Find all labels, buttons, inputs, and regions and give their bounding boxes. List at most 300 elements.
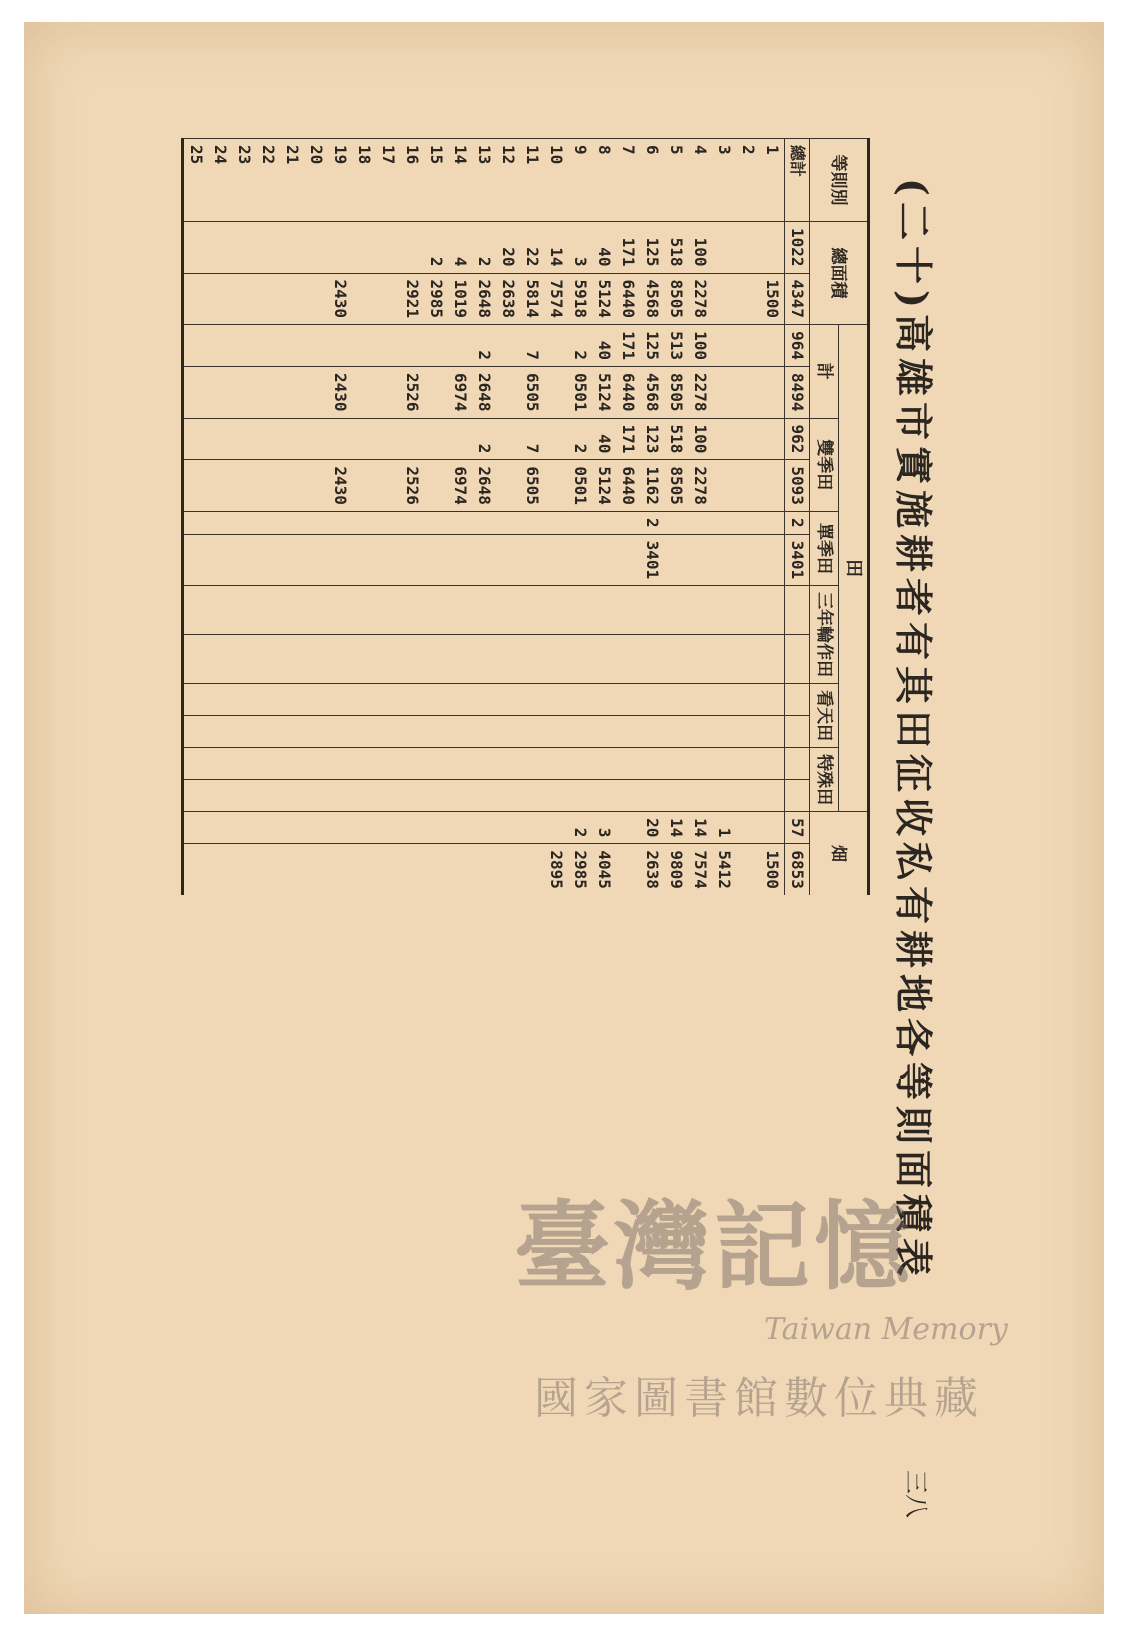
table-cell xyxy=(760,366,785,418)
table-cell xyxy=(712,635,736,684)
table-cell xyxy=(183,418,209,460)
table-row xyxy=(760,139,785,895)
table-cell xyxy=(280,586,304,635)
table-cell xyxy=(592,534,616,586)
table-cell: 2 xyxy=(785,511,810,534)
table-cell xyxy=(256,844,280,895)
table-cell xyxy=(496,586,520,635)
table-cell xyxy=(736,716,760,748)
table-cell xyxy=(280,366,304,418)
row-rank-label: 20 xyxy=(304,139,328,222)
table-cell xyxy=(256,684,280,716)
table-cell: 6440 xyxy=(616,273,640,325)
table-cell: 4347 xyxy=(785,273,810,325)
table-row xyxy=(424,139,448,895)
table-cell xyxy=(424,844,448,895)
table-cell: 22 xyxy=(520,222,544,274)
table-cell xyxy=(496,635,520,684)
table-cell xyxy=(304,812,328,844)
table-cell xyxy=(640,684,664,716)
table-cell xyxy=(736,460,760,512)
table-cell xyxy=(688,684,712,716)
table-cell xyxy=(352,418,376,460)
table-cell xyxy=(472,635,496,684)
table-cell: 1 xyxy=(712,812,736,844)
table-cell xyxy=(496,325,520,367)
table-cell xyxy=(424,325,448,367)
table-cell: 123 xyxy=(640,418,664,460)
table-cell xyxy=(304,684,328,716)
table-cell xyxy=(712,780,736,812)
table-cell xyxy=(736,812,760,844)
table-row xyxy=(592,139,616,895)
table-cell xyxy=(544,748,568,780)
table-cell: 3 xyxy=(592,812,616,844)
table-cell xyxy=(472,511,496,534)
table-cell xyxy=(712,748,736,780)
table-cell: 5093 xyxy=(785,460,810,512)
header-paddy: 田 xyxy=(839,325,869,812)
table-cell xyxy=(712,273,736,325)
table-cell xyxy=(616,812,640,844)
table-cell: 40 xyxy=(592,222,616,274)
table-cell xyxy=(400,222,424,274)
header-dry: 畑 xyxy=(810,812,869,895)
table-cell xyxy=(616,844,640,895)
row-rank-label: 3 xyxy=(712,139,736,222)
table-cell xyxy=(400,586,424,635)
table-cell xyxy=(424,366,448,418)
table-cell xyxy=(592,511,616,534)
table-cell xyxy=(544,635,568,684)
table-cell xyxy=(640,780,664,812)
table-cell xyxy=(544,716,568,748)
row-rank-label: 16 xyxy=(400,139,424,222)
table-cell xyxy=(424,748,448,780)
table-row xyxy=(520,139,544,895)
table-row xyxy=(376,139,400,895)
table-cell: 1162 xyxy=(640,460,664,512)
row-rank-label: 18 xyxy=(352,139,376,222)
table-cell: 2 xyxy=(424,222,448,274)
table-cell xyxy=(544,684,568,716)
table-cell xyxy=(256,748,280,780)
table-cell: 2278 xyxy=(688,366,712,418)
table-cell xyxy=(280,748,304,780)
table-cell xyxy=(472,844,496,895)
table-cell xyxy=(400,418,424,460)
table-cell xyxy=(232,273,256,325)
table-cell xyxy=(760,716,785,748)
table-cell: 2430 xyxy=(328,366,352,418)
table-cell xyxy=(448,511,472,534)
table-row xyxy=(232,139,256,895)
table-row xyxy=(736,139,760,895)
table-cell xyxy=(568,716,592,748)
table-cell xyxy=(785,635,810,684)
table-cell xyxy=(640,716,664,748)
table-cell xyxy=(256,366,280,418)
table-cell xyxy=(376,273,400,325)
table-row xyxy=(328,139,352,895)
table-cell: 20 xyxy=(496,222,520,274)
row-rank-label: 22 xyxy=(256,139,280,222)
table-cell xyxy=(760,748,785,780)
table-cell xyxy=(328,635,352,684)
table-cell xyxy=(424,635,448,684)
table-cell xyxy=(256,812,280,844)
table-cell: 8505 xyxy=(664,366,688,418)
table-cell: 3401 xyxy=(785,534,810,586)
watermark-english: Taiwan Memory xyxy=(764,1312,1008,1347)
table-cell xyxy=(496,534,520,586)
table-cell xyxy=(736,635,760,684)
table-cell xyxy=(232,534,256,586)
table-cell xyxy=(208,716,232,748)
table-cell xyxy=(256,534,280,586)
table-cell xyxy=(496,780,520,812)
table-cell xyxy=(448,748,472,780)
table-cell xyxy=(496,812,520,844)
table-cell xyxy=(616,716,640,748)
table-cell xyxy=(208,635,232,684)
table-cell: 8505 xyxy=(664,460,688,512)
table-cell xyxy=(400,534,424,586)
table-cell xyxy=(616,635,640,684)
table-cell xyxy=(448,534,472,586)
table-cell: 1019 xyxy=(448,273,472,325)
row-rank-label: 24 xyxy=(208,139,232,222)
table-cell xyxy=(352,716,376,748)
table-cell: 6853 xyxy=(785,844,810,895)
table-cell xyxy=(568,635,592,684)
table-cell: 2 xyxy=(472,222,496,274)
table-cell xyxy=(424,812,448,844)
table-cell xyxy=(496,716,520,748)
table-cell: 125 xyxy=(640,325,664,367)
table-cell xyxy=(688,716,712,748)
table-cell: 4568 xyxy=(640,273,664,325)
table-cell: 171 xyxy=(616,418,640,460)
table-cell xyxy=(760,534,785,586)
table-cell xyxy=(736,586,760,635)
table-row xyxy=(304,139,328,895)
table-cell xyxy=(376,366,400,418)
table-row xyxy=(183,139,209,895)
table-cell xyxy=(640,635,664,684)
table-cell xyxy=(688,534,712,586)
table-row xyxy=(616,139,640,895)
table-cell xyxy=(352,812,376,844)
table-cell xyxy=(544,534,568,586)
table-cell xyxy=(664,586,688,635)
table-cell: 2526 xyxy=(400,366,424,418)
table-cell xyxy=(232,844,256,895)
table-cell xyxy=(304,780,328,812)
paper-page xyxy=(24,22,1104,1614)
header-double-crop: 雙季田 xyxy=(810,418,839,511)
table-cell xyxy=(328,222,352,274)
table-cell xyxy=(712,534,736,586)
table-row xyxy=(785,139,810,895)
table-cell: 2648 xyxy=(472,460,496,512)
table-cell xyxy=(664,780,688,812)
table-cell xyxy=(472,716,496,748)
row-rank-label: 6 xyxy=(640,139,664,222)
table-cell xyxy=(472,780,496,812)
table-cell xyxy=(688,586,712,635)
table-cell xyxy=(183,511,209,534)
table-cell xyxy=(616,511,640,534)
table-cell: 4568 xyxy=(640,366,664,418)
table-cell xyxy=(520,684,544,716)
table-cell xyxy=(424,460,448,512)
table-cell: 7574 xyxy=(544,273,568,325)
table-cell: 6505 xyxy=(520,460,544,512)
table-cell xyxy=(448,684,472,716)
table-cell: 2 xyxy=(568,325,592,367)
table-cell xyxy=(232,586,256,635)
table-cell: 5124 xyxy=(592,366,616,418)
table-cell xyxy=(760,586,785,635)
table-cell xyxy=(352,325,376,367)
table-cell xyxy=(496,844,520,895)
table-cell xyxy=(424,586,448,635)
table-cell xyxy=(448,325,472,367)
table-body xyxy=(183,139,810,895)
table-cell xyxy=(760,222,785,274)
table-cell xyxy=(183,366,209,418)
table-cell xyxy=(448,844,472,895)
header-total-area: 總面積 xyxy=(810,222,869,325)
table-cell xyxy=(352,684,376,716)
table-cell xyxy=(592,586,616,635)
table-cell xyxy=(472,586,496,635)
header-single-crop: 單季田 xyxy=(810,511,839,585)
table-cell xyxy=(712,511,736,534)
table-cell xyxy=(688,748,712,780)
table-cell xyxy=(544,366,568,418)
row-rank-label: 1 xyxy=(760,139,785,222)
table-row xyxy=(688,139,712,895)
table-cell xyxy=(712,586,736,635)
table-cell xyxy=(376,586,400,635)
table-cell xyxy=(568,511,592,534)
table-row xyxy=(544,139,568,895)
table-cell: 1022 xyxy=(785,222,810,274)
row-rank-label: 11 xyxy=(520,139,544,222)
table-cell xyxy=(496,460,520,512)
table-row xyxy=(448,139,472,895)
table-cell xyxy=(183,684,209,716)
table-cell xyxy=(688,511,712,534)
table-cell xyxy=(376,325,400,367)
table-cell xyxy=(183,273,209,325)
table-cell xyxy=(256,780,280,812)
table-cell xyxy=(712,684,736,716)
table-cell xyxy=(280,780,304,812)
table-cell xyxy=(448,716,472,748)
table-cell xyxy=(183,716,209,748)
table-cell xyxy=(544,511,568,534)
table-row xyxy=(352,139,376,895)
table-cell xyxy=(208,780,232,812)
table-cell xyxy=(328,780,352,812)
table-cell xyxy=(736,684,760,716)
row-rank-label: 19 xyxy=(328,139,352,222)
table-cell: 2648 xyxy=(472,273,496,325)
table-cell xyxy=(328,418,352,460)
table-cell: 57 xyxy=(785,812,810,844)
table-cell xyxy=(208,586,232,635)
table-cell xyxy=(304,844,328,895)
table-cell xyxy=(328,511,352,534)
table-cell xyxy=(785,586,810,635)
row-rank-label: 總計 xyxy=(785,139,810,222)
table-cell xyxy=(280,325,304,367)
table-cell: 9809 xyxy=(664,844,688,895)
table-cell xyxy=(664,534,688,586)
table-cell: 7 xyxy=(520,418,544,460)
table-cell xyxy=(616,534,640,586)
table-cell: 6974 xyxy=(448,460,472,512)
table-cell xyxy=(352,534,376,586)
table-cell xyxy=(208,366,232,418)
table-cell xyxy=(208,273,232,325)
table-cell xyxy=(664,748,688,780)
table-cell xyxy=(520,748,544,780)
table-cell: 7 xyxy=(520,325,544,367)
table-cell xyxy=(376,844,400,895)
table-cell: 2 xyxy=(568,418,592,460)
table-cell xyxy=(664,684,688,716)
row-rank-label: 23 xyxy=(232,139,256,222)
row-rank-label: 10 xyxy=(544,139,568,222)
table-row xyxy=(400,139,424,895)
table-cell: 5124 xyxy=(592,273,616,325)
table-cell: 100 xyxy=(688,418,712,460)
table-cell xyxy=(736,418,760,460)
table-cell: 2278 xyxy=(688,460,712,512)
table-cell: 1500 xyxy=(760,844,785,895)
table-cell xyxy=(183,222,209,274)
header-rainfed: 看天田 xyxy=(810,684,839,748)
table-cell xyxy=(400,325,424,367)
table-cell: 6505 xyxy=(520,366,544,418)
table-cell xyxy=(232,511,256,534)
table-cell xyxy=(424,418,448,460)
table-row xyxy=(256,139,280,895)
table-cell xyxy=(208,844,232,895)
table-cell: 2648 xyxy=(472,366,496,418)
table-cell xyxy=(544,418,568,460)
table-cell xyxy=(664,635,688,684)
table-cell xyxy=(520,780,544,812)
table-cell xyxy=(785,716,810,748)
table-cell xyxy=(448,812,472,844)
table-cell xyxy=(232,780,256,812)
table-cell xyxy=(544,780,568,812)
table-cell xyxy=(304,366,328,418)
table-cell: 1500 xyxy=(760,273,785,325)
table-cell: 0501 xyxy=(568,460,592,512)
table-cell: 171 xyxy=(616,325,640,367)
table-cell xyxy=(208,748,232,780)
table-cell xyxy=(280,812,304,844)
table-cell xyxy=(496,684,520,716)
table-cell xyxy=(448,780,472,812)
table-cell xyxy=(183,325,209,367)
table-cell xyxy=(400,812,424,844)
table-cell xyxy=(760,325,785,367)
table-cell xyxy=(376,460,400,512)
table-cell: 2 xyxy=(640,511,664,534)
table-cell xyxy=(232,748,256,780)
table-cell xyxy=(712,418,736,460)
table-row xyxy=(472,139,496,895)
table-cell xyxy=(712,460,736,512)
table-cell xyxy=(328,812,352,844)
table-cell xyxy=(736,366,760,418)
table-cell: 8505 xyxy=(664,273,688,325)
table-cell xyxy=(328,534,352,586)
header-rank: 等則別 xyxy=(810,139,869,222)
table-cell: 171 xyxy=(616,222,640,274)
row-rank-label: 4 xyxy=(688,139,712,222)
table-row xyxy=(496,139,520,895)
table-cell xyxy=(256,418,280,460)
row-rank-label: 14 xyxy=(448,139,472,222)
table-cell xyxy=(183,780,209,812)
table-cell xyxy=(472,534,496,586)
table-cell xyxy=(760,684,785,716)
table-cell xyxy=(544,812,568,844)
table-cell xyxy=(232,222,256,274)
table-cell xyxy=(448,635,472,684)
header-three-year: 三年輪作田 xyxy=(810,586,839,684)
table-cell: 40 xyxy=(592,325,616,367)
table-cell xyxy=(304,748,328,780)
table-cell xyxy=(424,684,448,716)
page-number: 三八 xyxy=(902,1470,930,1518)
table-cell: 964 xyxy=(785,325,810,367)
table-cell xyxy=(424,716,448,748)
table-cell xyxy=(304,635,328,684)
table-cell xyxy=(304,273,328,325)
row-rank-label: 15 xyxy=(424,139,448,222)
table-cell xyxy=(616,780,640,812)
table-cell: 518 xyxy=(664,222,688,274)
table-cell: 6440 xyxy=(616,366,640,418)
table-cell xyxy=(232,812,256,844)
table-cell xyxy=(760,635,785,684)
row-rank-label: 7 xyxy=(616,139,640,222)
table-cell: 7574 xyxy=(688,844,712,895)
table-cell xyxy=(232,684,256,716)
table-cell xyxy=(568,684,592,716)
table-cell xyxy=(304,325,328,367)
table-cell xyxy=(208,684,232,716)
table-cell xyxy=(616,684,640,716)
table-cell xyxy=(520,635,544,684)
table-cell xyxy=(568,748,592,780)
table-cell xyxy=(183,844,209,895)
table-cell xyxy=(304,222,328,274)
table-cell xyxy=(520,586,544,635)
row-rank-label: 21 xyxy=(280,139,304,222)
table-cell xyxy=(183,460,209,512)
table-cell xyxy=(352,511,376,534)
